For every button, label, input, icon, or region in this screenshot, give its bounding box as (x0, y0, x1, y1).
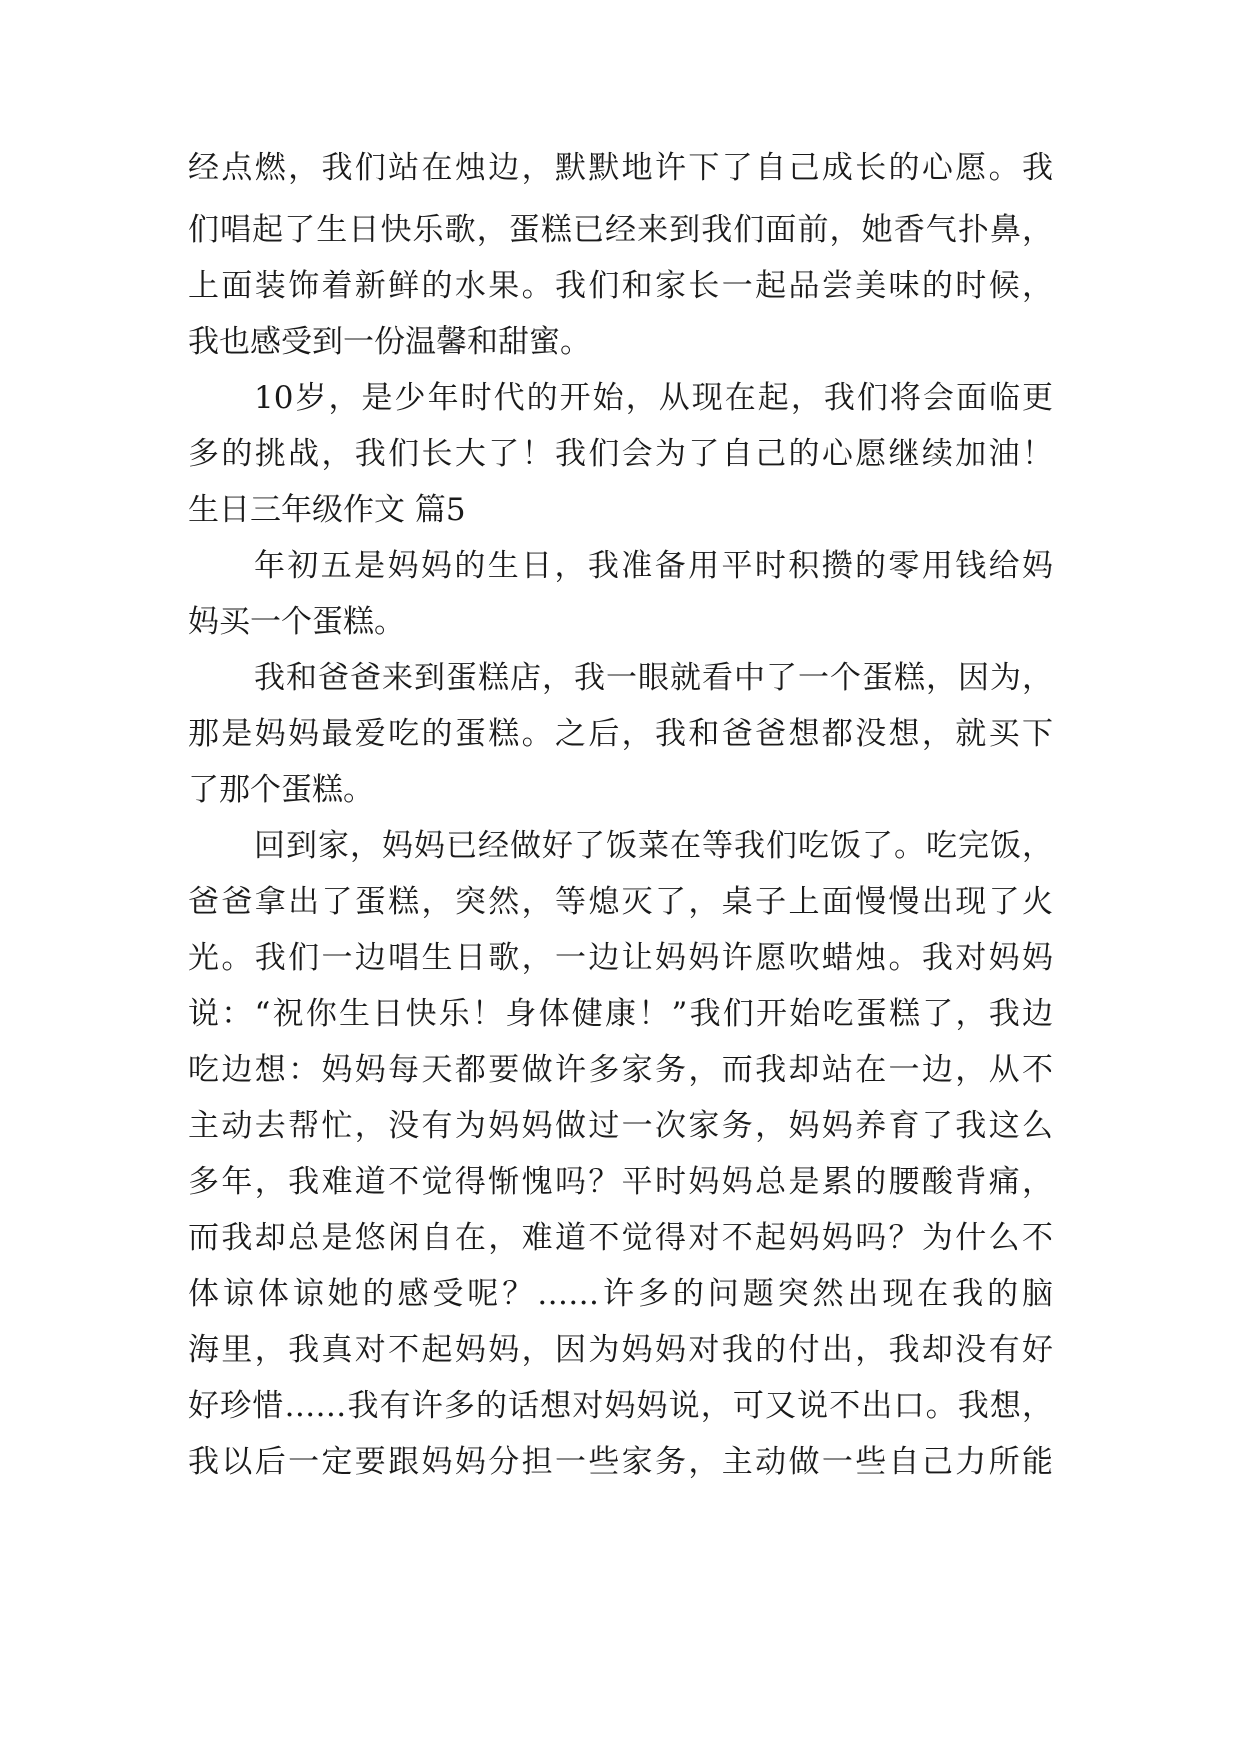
text-line: 多的挑战，我们长大了！我们会为了自己的心愿继续加油！ (188, 436, 1053, 472)
section-heading: 生日三年级作文 篇5 (188, 492, 466, 528)
text-line: 海里，我真对不起妈妈，因为妈妈对我的付出，我却没有好 (188, 1332, 1053, 1368)
text-line: 10岁，是少年时代的开始，从现在起，我们将会面临更 (254, 380, 1053, 416)
text-line: 妈买一个蛋糕。 (188, 604, 405, 640)
text-line: 体谅体谅她的感受呢？……许多的问题突然出现在我的脑 (188, 1276, 1053, 1312)
text-line: 而我却总是悠闲自在，难道不觉得对不起妈妈吗？为什么不 (188, 1220, 1053, 1256)
text-line: 多年，我难道不觉得惭愧吗？平时妈妈总是累的腰酸背痛， (188, 1164, 1053, 1200)
text-line: 经点燃，我们站在烛边，默默地许下了自己成长的心愿。我 (188, 150, 1053, 186)
text-line: 回到家，妈妈已经做好了饭菜在等我们吃饭了。吃完饭， (254, 828, 1053, 864)
text-line: 年初五是妈妈的生日，我准备用平时积攒的零用钱给妈 (254, 548, 1053, 584)
text-line: 我和爸爸来到蛋糕店，我一眼就看中了一个蛋糕，因为， (254, 660, 1053, 696)
text-line: 了那个蛋糕。 (188, 772, 374, 808)
text-line: 上面装饰着新鲜的水果。我们和家长一起品尝美味的时候， (188, 268, 1053, 304)
text-line: 主动去帮忙，没有为妈妈做过一次家务，妈妈养育了我这么 (188, 1108, 1053, 1144)
text-line: 说：“祝你生日快乐！身体健康！”我们开始吃蛋糕了，我边 (188, 996, 1053, 1032)
text-line: 那是妈妈最爱吃的蛋糕。之后，我和爸爸想都没想，就买下 (188, 716, 1053, 752)
text-line: 光。我们一边唱生日歌，一边让妈妈许愿吹蜡烛。我对妈妈 (188, 940, 1053, 976)
text-line: 我以后一定要跟妈妈分担一些家务，主动做一些自己力所能 (188, 1444, 1053, 1480)
text-line: 爸爸拿出了蛋糕，突然，等熄灭了，桌子上面慢慢出现了火 (188, 884, 1053, 920)
text-line: 我也感受到一份温馨和甜蜜。 (188, 324, 591, 360)
text-line: 们唱起了生日快乐歌，蛋糕已经来到我们面前，她香气扑鼻， (188, 212, 1053, 248)
text-line: 好珍惜……我有许多的话想对妈妈说，可又说不出口。我想， (188, 1388, 1053, 1424)
text-line: 吃边想：妈妈每天都要做许多家务，而我却站在一边，从不 (188, 1052, 1053, 1088)
